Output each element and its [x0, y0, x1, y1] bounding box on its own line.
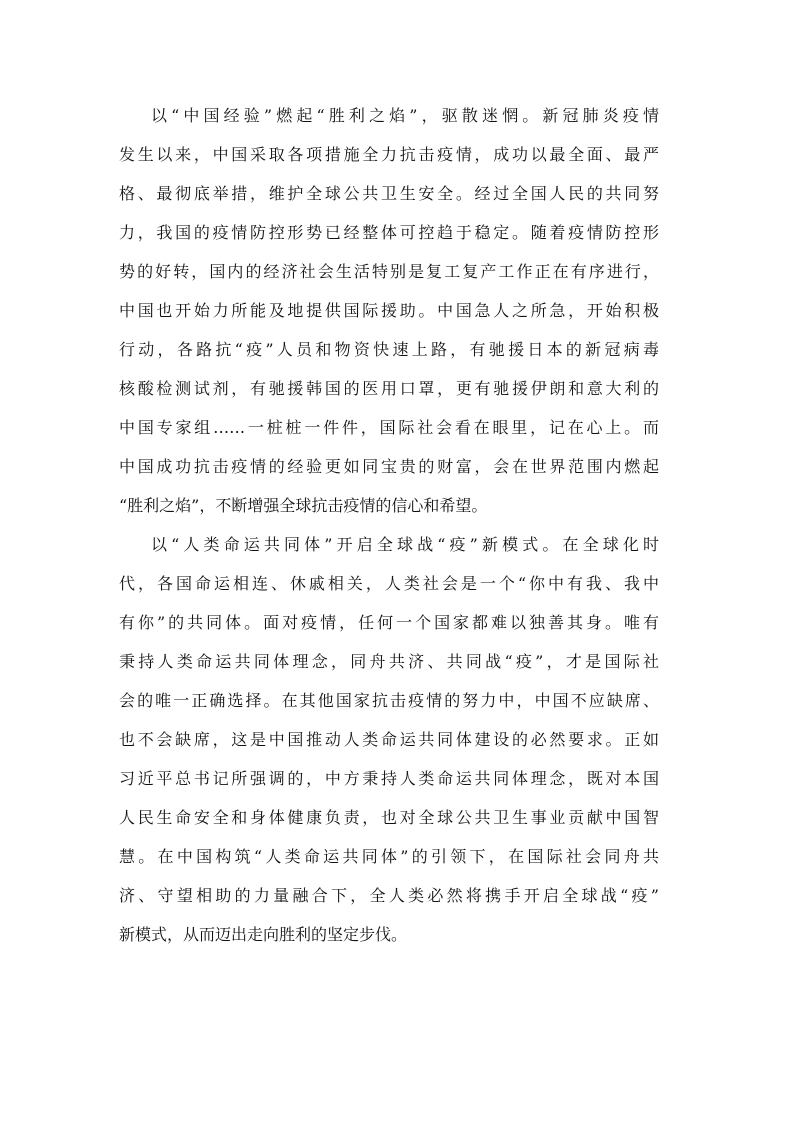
text-line: 新模式，从而迈出走向胜利的坚定步伐。 — [119, 925, 408, 944]
text-line: 格、最彻底举措，维护全球公共卫生安全。经过全国人民的共同努 — [119, 184, 659, 203]
text-line: 行动，各路抗“疫”人员和物资快速上路，有驰援日本的新冠病毒 — [119, 340, 659, 359]
text-line: 也不会缺席，这是中国推动人类命运共同体建设的必然要求。正如 — [119, 730, 659, 749]
text-line: 核酸检测试剂，有驰援韩国的医用口罩，更有驰援伊朗和意大利的 — [119, 379, 659, 398]
text-line: 代，各国命运相连、休戚相关，人类社会是一个“你中有我、我中 — [119, 574, 659, 593]
text-line: 中国专家组……一桩桩一件件，国际社会看在眼里，记在心上。而 — [119, 418, 659, 437]
text-line: 会的唯一正确选择。在其他国家抗击疫情的努力中，中国不应缺席、 — [119, 691, 659, 710]
text-line: 中国成功抗击疫情的经验更如同宝贵的财富，会在世界范围内燃起 — [119, 457, 659, 476]
text-line: 济、守望相助的力量融合下，全人类必然将携手开启全球战“疫” — [119, 886, 659, 905]
text-line: 有你”的共同体。面对疫情，任何一个国家都难以独善其身。唯有 — [119, 613, 659, 632]
text-line: 以“人类命运共同体”开启全球战“疫”新模式。在全球化时 — [151, 535, 659, 554]
text-line: 秉持人类命运共同体理念，同舟共济、共同战“疫”，才是国际社 — [119, 652, 659, 671]
text-line: 力，我国的疫情防控形势已经整体可控趋于稳定。随着疫情防控形 — [119, 223, 659, 242]
text-line: 势的好转，国内的经济社会生活特别是复工复产工作正在有序进行， — [119, 262, 659, 281]
text-line: 以“中国经验”燃起“胜利之焰”，驱散迷惘。新冠肺炎疫情 — [151, 106, 659, 125]
text-line: “胜利之焰”，不断增强全球抗击疫情的信心和希望。 — [119, 496, 488, 515]
text-line: 人民生命安全和身体健康负责，也对全球公共卫生事业贡献中国智 — [119, 808, 659, 827]
text-line: 习近平总书记所强调的，中方秉持人类命运共同体理念，既对本国 — [119, 769, 659, 788]
text-line: 发生以来，中国采取各项措施全力抗击疫情，成功以最全面、最严 — [119, 145, 659, 164]
text-line: 中国也开始力所能及地提供国际援助。中国急人之所急，开始积极 — [119, 301, 659, 320]
text-line: 慧。在中国构筑“人类命运共同体”的引领下，在国际社会同舟共 — [119, 847, 659, 866]
